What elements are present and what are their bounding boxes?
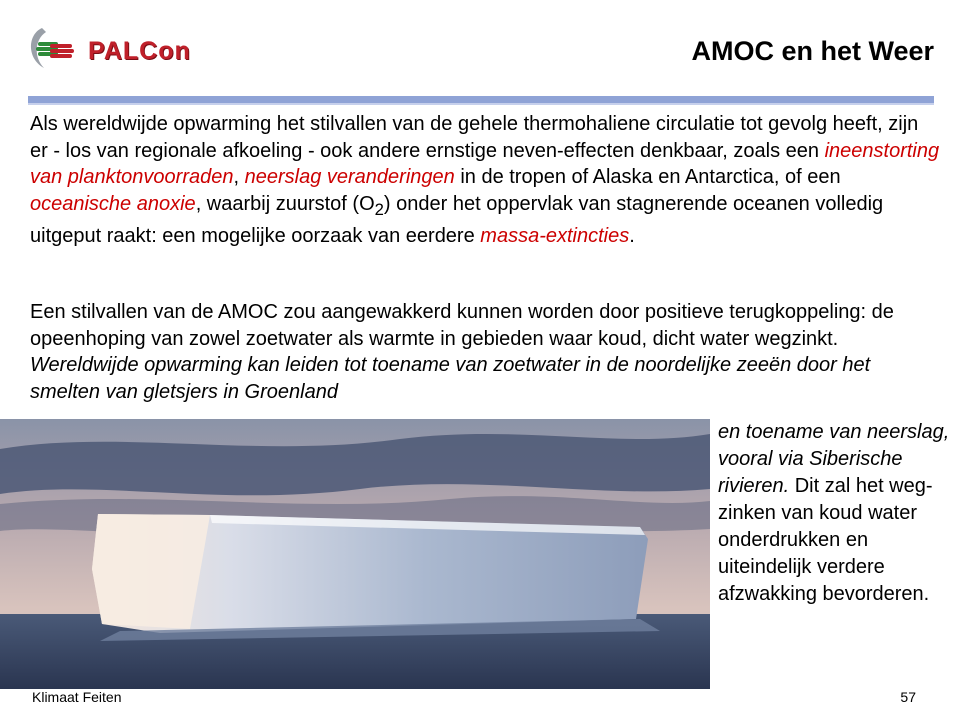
p2-italic: Wereldwijde opwarming kan leiden tot toename van zoetwater in de noordelijke zeeën door het smelten van gletsjers in Groenland — [30, 354, 871, 403]
highlight-anoxie: oceanische anoxie — [30, 192, 196, 215]
sidebar-normal: Dit zal het weg-zinken van koud water onderdrukken en uiteindelijk verdere afzwakking bevorderen. — [718, 475, 933, 605]
p1-text-d: , waarbij zuurstof (O — [195, 192, 375, 215]
palcon-logo — [24, 24, 214, 74]
paragraph-1 — [30, 111, 940, 250]
sidebar-text — [718, 419, 950, 608]
page-number: 57 — [900, 689, 916, 705]
highlight-plankton: ineenstorting van planktonvoorraden — [30, 139, 940, 188]
highlight-extincties: massa-extincties — [480, 225, 630, 247]
p1-text-b: , — [233, 166, 245, 188]
footer-label: Klimaat Feiten — [32, 689, 122, 705]
iceberg-photo — [0, 419, 710, 689]
iceberg-illustration — [0, 419, 710, 689]
title-divider-shadow — [28, 103, 934, 105]
logo-text: PALCon — [88, 37, 191, 65]
logo-hands-icon — [24, 24, 94, 74]
p1-text-e: ) onder het oppervlak van stagnerende oceanen volledig uitgeput raakt: een mogelijke oorzaak van eerdere — [30, 192, 884, 247]
paragraph-2 — [30, 299, 940, 405]
p2-text-a: Een stilvallen van de AMOC zou aangewakkerd kunnen worden door positieve terugkoppeling: de opeenhoping van zowel zoetwater als warmte in gebieden waar koud, dicht water wegzinkt. — [30, 301, 894, 350]
title-divider — [28, 96, 934, 103]
page-title: AMOC en het Weer — [691, 36, 934, 66]
oxygen-subscript: 2 — [374, 199, 384, 219]
p1-text-f: . — [629, 225, 635, 247]
highlight-neerslag: neerslag veranderingen — [244, 166, 455, 188]
sidebar-italic: en toename van neerslag, vooral via Siberische rivieren. — [718, 421, 950, 497]
p1-text-c: in de tropen of Alaska en Antarctica, of een — [454, 166, 841, 188]
p1-text-a: Als wereldwijde opwarming het stilvallen van de gehele thermohaliene circulatie tot gevolg heeft, zijn er - los van regionale afkoeling - ook andere ernstige neven-effecten denkbaar, zoals een — [30, 113, 919, 162]
